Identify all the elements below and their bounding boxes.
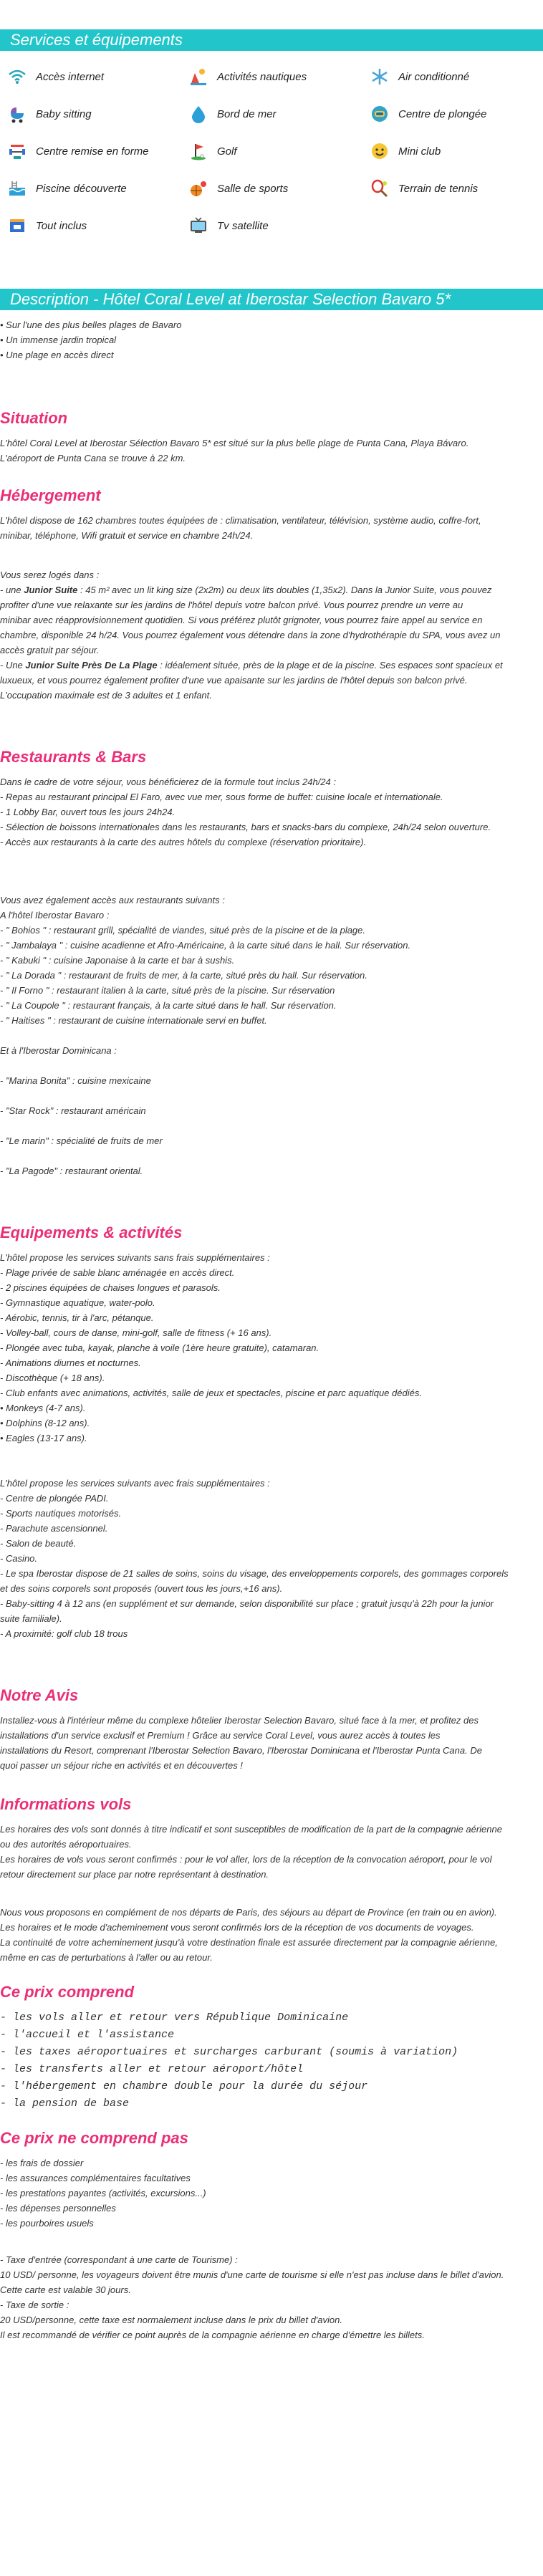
pool-icon [7,178,27,198]
text-line: - Centre de plongée PADI. [0,1493,109,1504]
text-line: - Sports nautiques motorisés. [0,1508,122,1519]
hebergement-title: Hébergement [0,486,101,504]
service-mer: Bord de mer [181,98,362,130]
text-line: Il est recommandé de vérifier ce point auprès de la compagnie aérienne en charge d'émettre les billets. [0,2330,425,2340]
prix-comprend-list [0,2009,543,2113]
hebergement-section: Hébergement L'hôtel dispose de 162 chambres toutes équipées de : climatisation, ventilateur, télévision, système audio, coffre-fort, minibar, téléphone, Wifi gratuit et service en chambre 24h/24. Vous serez logés dans : - une Junior Suite : 45 m² avec un lit king size (2x2m) ou deux lits doubles (1,35x2). Dans la Junior Suite, vous pouvez profiter d'une vue relaxante sur les jardins de l'hôtel depuis votre balcon privé. Vous pourrez prendre un verre au minibar avec réapprovisionnement quotidien. Si vous préférez plutôt grignoter, vous pourrez faire appel au service en chambre, disponible 24 h/24. Vous pourrez également vous détendre dans la zone d'hydrothérapie du SPA, vous avez un accès gratuit par séjour. - Une Junior Suite Près De La Plage : idéalement située, près de la plage et de la piscine. Ses espaces sont spacieux et luxueux, et vous pourrez également profiter d'une vue apaisante sur les jardins de l'hôtel depuis son balcon privé. L'occupation maximale est de 3 adultes et 1 enfant. [0,486,543,703]
notre-avis-text [0,1713,543,1773]
notre-avis-section [0,1686,543,1773]
service-clim: Air conditionné [362,61,543,92]
text-line: A l'hôtel Iberostar Bavaro : [0,910,110,921]
description-bullets [0,310,543,362]
water-drop-icon [188,104,208,124]
mini-club-icon [370,141,390,161]
text-line: - Taxe d'entrée (correspondant à une carte de Tourisme) : [0,2254,238,2265]
baby-sitting-icon [7,104,27,124]
text-line: L'hôtel propose les services suivants avec frais supplémentaires : [0,1478,270,1489]
text-line: - A proximité: golf club 18 trous [0,1628,128,1639]
sports-hall-icon [188,178,208,198]
text-line: Installez-vous à l'intérieur même du complexe hôtelier Iberostar Selection Bavaro, situé face à la mer, et profitez des [0,1715,479,1726]
text-line: - Gymnastique aquatique, water-polo. [0,1297,155,1308]
service-toutinclus: Tout inclus [0,210,181,241]
text-line: quoi passer un séjour riche en activités et en découvertes ! [0,1760,243,1771]
text-line: - les assurances complémentaires facultatives [0,2173,191,2183]
text-line: Dans le cadre de votre séjour, vous bénéficierez de la formule tout inclus 24h/24 : [0,777,336,787]
text-line: 10 USD/ personne, les voyageurs doivent être munis d'une carte de tourisme si elle n'est pas incluse dans le billet d'avion. [0,2269,504,2280]
diving-center-icon [370,104,390,124]
list-item: - "Le marin" : spécialité de fruits de mer [0,1135,163,1146]
prix-comprend-section [0,1982,543,2113]
text-line: - Club enfants avec animations, activités, salle de jeux et spectacles, piscine et parc aquatique dédiés. [0,1388,422,1398]
text-line: - Plongée avec tuba, kayak, planche à voile (1ère heure gratuite), catamaran. [0,1342,319,1353]
air-conditioning-icon [370,67,390,87]
text-line: - l'hébergement en chambre double pour la durée du séjour [0,2080,368,2092]
infos-vols-block1 [0,1822,543,1882]
text-line: - " Il Forno " : restaurant italien à la carte, situé près de la piscine. Sur réservation [0,985,335,996]
tennis-icon [370,178,390,198]
text-line: - 2 piscines équipées de chaises longues et parasols. [0,1282,221,1293]
description-header [0,289,543,310]
list-item: • Une plage en accès direct [0,350,114,360]
text-line: - " Jambalaya " : cuisine acadienne et Afro-Américaine, à la carte situé dans le hall. Sur réservation. [0,940,411,951]
service-piscine: Piscine découverte [0,173,181,204]
junior-suite-line: - une Junior Suite : 45 m² avec un lit king size (2x2m) ou deux lits doubles (1,35x2). Dans la Junior Suite, vous pouvez [0,585,492,595]
list-item: - "Marina Bonita" : cuisine mexicaine [0,1075,151,1086]
description-title: Description - Hôtel Coral Level at Iberostar Selection Bavaro 5* [10,290,451,308]
text-line: - les dépenses personnelles [0,2203,116,2214]
infos-vols-block2 [0,1905,543,1965]
equipements-free [0,1250,543,1446]
text-line: Cette carte est valable 30 jours. [0,2284,131,2295]
service-fitness: Centre remise en forme [0,135,181,167]
text-line: - 1 Lobby Bar, ouvert tous les jours 24h24. [0,807,176,817]
service-tennis: Terrain de tennis [362,173,543,204]
prix-comprend-title: Ce prix comprend [0,1983,135,2001]
text-line: - Animations diurnes et nocturnes. [0,1357,141,1368]
text-line: - les frais de dossier [0,2158,84,2168]
junior-suite-plage-line: - Une Junior Suite Près De La Plage : idéalement située, près de la plage et de la piscine. Ses espaces sont spacieux et [0,660,503,671]
services-grid [0,51,543,246]
equipements-section [0,1223,543,1641]
equipements-paid [0,1476,543,1641]
hotel-page [0,29,543,2342]
text-line: - les prestations payantes (activités, excursions...) [0,2188,206,2198]
service-internet: Accès internet [0,61,181,92]
restaurants-block2 [0,893,543,1028]
service-baby: Baby sitting [0,98,181,130]
text-line: - Repas au restaurant principal El Faro, avec vue mer, sous forme de buffet: cuisine locale et internationale. [0,792,443,802]
text-line: - Baby-sitting 4 à 12 ans (en supplément et sur demande, selon disponibilité sur place ; gratuit jusqu'à 22h pour la junior [0,1598,494,1609]
text-line: La continuité de votre acheminement jusqu'à votre destination finale est assurée directement par la compagnie aérienne, [0,1937,498,1948]
list-item: • Un immense jardin tropical [0,335,117,345]
list-item: - "La Pagode" : restaurant oriental. [0,1166,143,1176]
restaurants-title: Restaurants & Bars [0,748,147,766]
text-line: même en cas de perturbations à l'aller ou au retour. [0,1952,213,1963]
text-line: - Plage privée de sable blanc aménagée en accès direct. [0,1267,235,1278]
text-line: Vous avez également accès aux restaurants suivants : [0,895,225,905]
text-line: - Sélection de boissons internationales dans les restaurants, bars et snacks-bars du complexe, 24h/24 selon ouverture. [0,822,491,832]
text-line: Nous vous proposons en complément de nos départs de Paris, des séjours au départ de Province (en train ou en avion). [0,1907,497,1918]
restaurants-section: Restaurants & Bars Dans le cadre de votre séjour, vous bénéficierez de la formule tout inclus 24h/24 : - Repas au restaurant principal El Faro, avec vue mer, sous forme de buffet: cuisine locale et internationale. - 1 Lobby Bar, ouvert tous les jours 24h24. - Sélection de boissons internationales dans les restaurants, bars et snacks-bars du complexe, 24h/24 selon ouverture. - Accès aux restaurants à la carte des autres hôtels du complexe (réservation prioritaire). Vous avez également accès aux restaurants suivants : A l'hôtel Iberostar Bavaro : - " Bohios " : restaurant grill, spécialité de viandes, situé près de la piscine et de la plage. - " Jambalaya " : cuisine acadienne et Afro-Américaine, à la carte situé dans le hall. Sur réservation. - " Kabuki " : cuisine Japonaise à la carte et bar à sushis. - " La Dorada " : restaurant de fruits de mer, à la carte, situé près du hall. Sur réservation. - " Il Forno " : restaurant italien à la carte, situé près de la piscine. Sur réservation - " La Coupole " : restaurant français, à la carte situé dans le hall. Sur réservation. - " Haitises " : restaurant de cuisine internationale servi en buffet. Et à l'Iberostar Dominicana : - "Marina Bonita" : cuisine mexicaine - "Star Rock" : restaurant américain - "Le marin" : spécialité de fruits de mer - "La Pagode" : restaurant oriental. [0,747,543,1178]
text-line: - Casino. [0,1553,38,1564]
text-line: - Taxe de sortie : [0,2299,69,2310]
text-line: installations du Resort, comprenant l'Iberostar Selection Bavaro, l'Iberostar Dominicana et l'Iberostar Punta Cana. De [0,1745,482,1756]
taxes-info [0,2252,543,2342]
prix-ne-comprend-title: Ce prix ne comprend pas [0,2129,188,2147]
text-line: - Accès aux restaurants à la carte des autres hôtels du complexe (réservation prioritaire). [0,837,367,847]
text-line: et des soins corporels sont proposés (ouvert tous les jours,+16 ans). [0,1583,283,1594]
text-line: - les vols aller et retour vers République Dominicaine [0,2012,349,2024]
service-golf: Golf [181,135,362,167]
list-item: - "Star Rock" : restaurant américain [0,1105,146,1116]
prix-ne-comprend-list [0,2156,543,2231]
service-plongee: Centre de plongée [362,98,543,130]
wifi-icon [7,67,27,87]
services-header [0,29,543,51]
situation-title: Situation [0,409,68,427]
services-title: Services et équipements [10,31,183,49]
text-line: installations d'un service exclusif et Premium ! Grâce au service Coral Level, vous aurez accès à toutes les [0,1730,441,1741]
all-inclusive-icon [7,216,27,236]
text-line: - les taxes aéroportuaires et surcharges carburant (soumis à variation) [0,2046,458,2058]
text-line: - " La Dorada " : restaurant de fruits de mer, à la carte, situé près du hall. Sur réservation. [0,970,367,981]
fitness-icon [7,141,27,161]
golf-icon [188,141,208,161]
text-line: - l'accueil et l'assistance [0,2029,175,2041]
text-line: - " La Coupole " : restaurant français, à la carte situé dans le hall. Sur réservation. [0,1000,337,1011]
notre-avis-title: Notre Avis [0,1686,79,1704]
service-sports: Salle de sports [181,173,362,204]
text-line: • Eagles (13-17 ans). [0,1433,87,1443]
prix-ne-comprend-section [0,2128,543,2342]
text-line: - Salon de beauté. [0,1538,77,1549]
text-line: - les transferts aller et retour aéroport/hôtel [0,2063,304,2075]
text-line: • Monkeys (4-7 ans). [0,1403,86,1413]
beach-activities-icon [188,67,208,87]
text-line: ou des autorités aéroportuaires. [0,1839,132,1850]
text-line: - Volley-ball, cours de danse, mini-golf, salle de fitness (+ 16 ans). [0,1327,272,1338]
text-line: - la pension de base [0,2097,130,2110]
list-item: • Sur l'une des plus belles plages de Bavaro [0,319,182,330]
text-line: retour directement sur place par notre représentant à destination. [0,1869,269,1880]
text-line: - Parachute ascensionnel. [0,1523,108,1534]
text-line: - les pourboires usuels [0,2218,94,2229]
text-line: Les horaires et le mode d'acheminement vous seront confirmés lors de la réception de vos documents de voyages. [0,1922,474,1933]
text-line: Les horaires de vols vous seront confirmés : pour le vol aller, lors de la réception de la convocation aéroport, pour le vol [0,1854,492,1865]
situation-section: Situation L'hôtel Coral Level at Iberostar Sélection Bavaro 5* est situé sur la plus belle plage de Punta Cana, Playa Bávaro. L'aéroport de Punta Cana se trouve à 22 km. [0,408,543,466]
service-nautique: Activités nautiques [181,61,362,92]
text-line: - Aérobic, tennis, tir à l'arc, pétanque. [0,1312,154,1323]
tv-icon [188,216,208,236]
text-line: - Discothèque (+ 18 ans). [0,1373,105,1383]
service-empty [362,210,543,241]
infos-vols-section [0,1794,543,1965]
text-line: - " Haitises " : restaurant de cuisine internationale servi en buffet. [0,1015,267,1026]
text-line: Les horaires des vols sont donnés à titre indicatif et sont susceptibles de modification de la part de la compagnie aérienne [0,1824,502,1835]
text-line: L'hôtel propose les services suivants sans frais supplémentaires : [0,1252,270,1263]
text-line: • Dolphins (8-12 ans). [0,1418,90,1428]
restaurants-block1 [0,774,543,850]
text-line: 20 USD/personne, cette taxe est normalement incluse dans le prix du billet d'avion. [0,2315,342,2325]
equipements-title: Equipements & activités [0,1224,183,1241]
service-miniclub: Mini club [362,135,543,167]
text-line: suite familiale). [0,1613,62,1624]
text-line: - Le spa Iberostar dispose de 21 salles de soins, soins du visage, des enveloppements corporels, des gommages corporels [0,1568,509,1579]
infos-vols-title: Informations vols [0,1795,132,1813]
text-line: - " Bohios " : restaurant grill, spécialité de viandes, situé près de la piscine et de la plage. [0,925,366,936]
text-line: - " Kabuki " : cuisine Japonaise à la carte et bar à sushis. [0,955,235,966]
service-tv: Tv satellite [181,210,362,241]
